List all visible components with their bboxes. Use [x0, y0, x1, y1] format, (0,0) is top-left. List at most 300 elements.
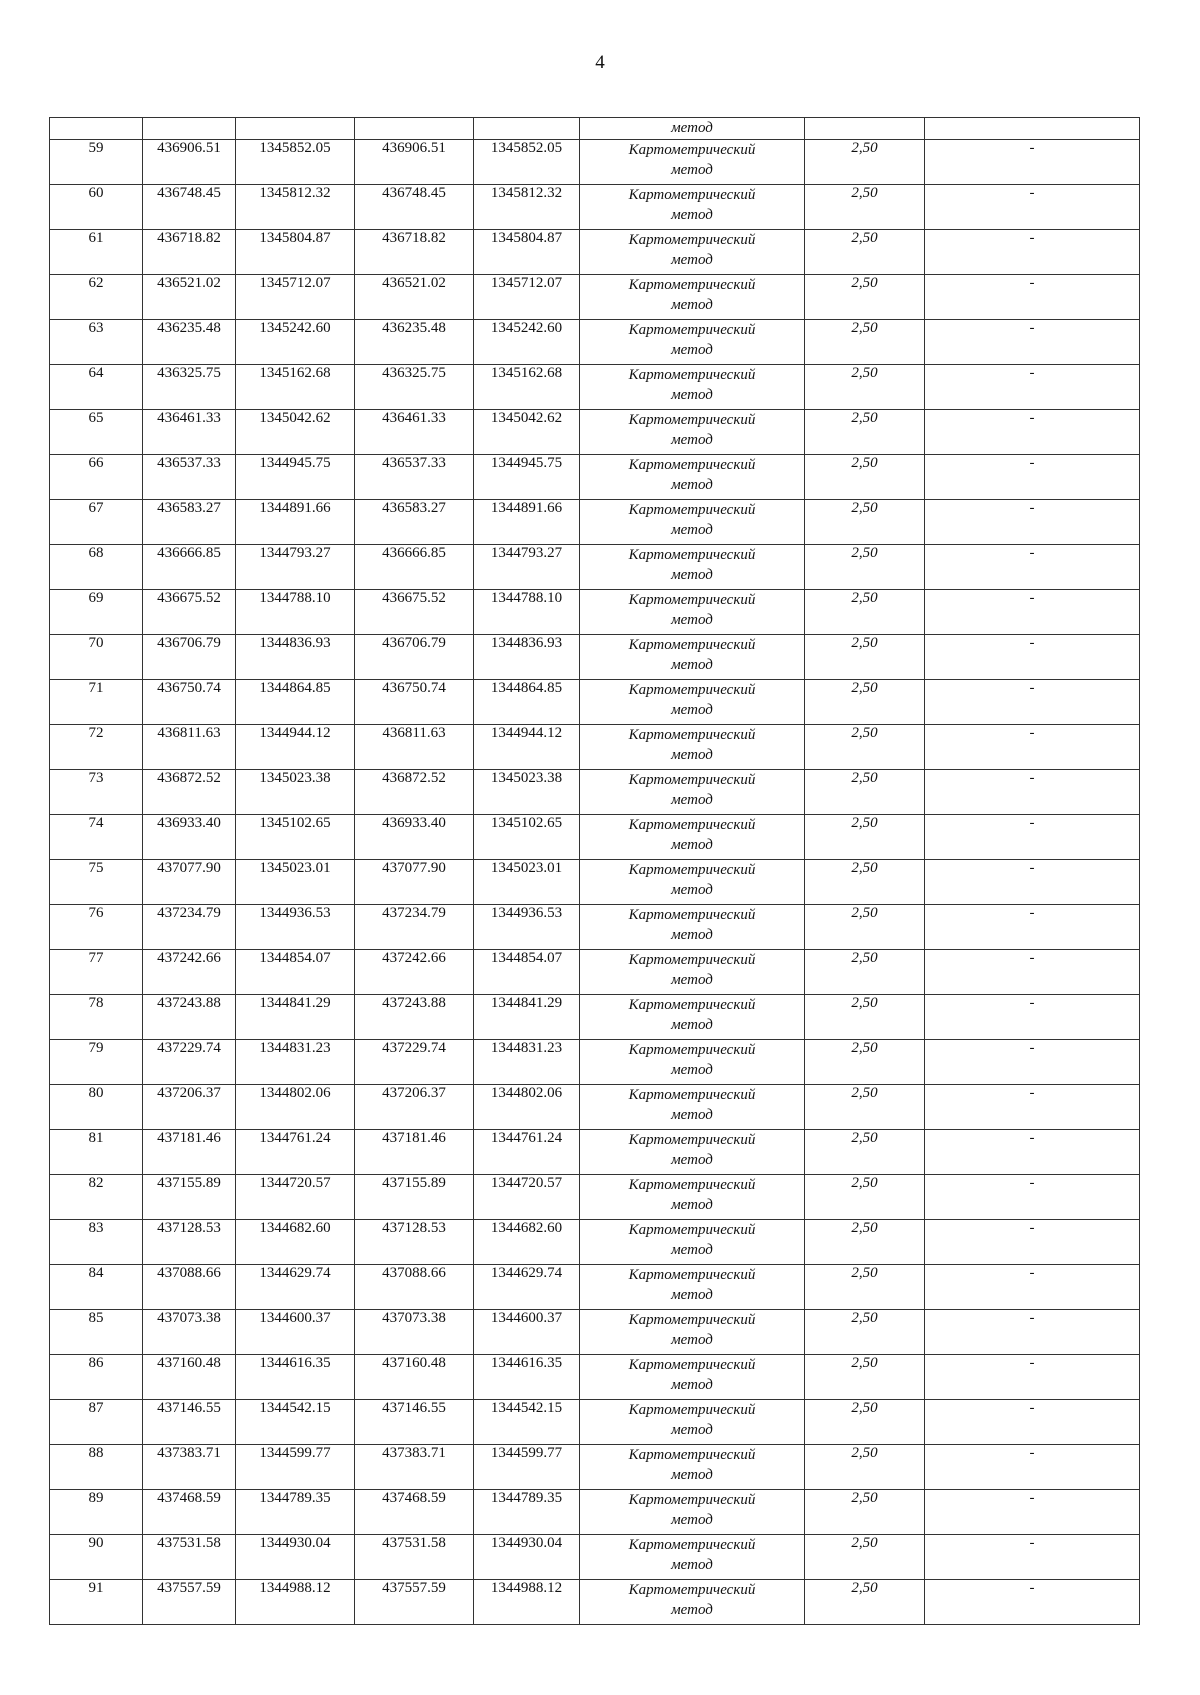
method-cell [580, 770, 805, 815]
method-line2: метод [671, 612, 713, 628]
point-number-cell: 66 [50, 455, 143, 500]
y-new-cell: 1344629.74 [474, 1265, 580, 1310]
x-new-cell: 437468.59 [355, 1490, 474, 1535]
method-line1: Картометрический [628, 637, 756, 653]
method-line1: Картометрический [628, 1537, 756, 1553]
method-cell [580, 320, 805, 365]
accuracy-cell: 2,50 [805, 905, 925, 950]
method-line2: метод [671, 432, 713, 448]
table-row [50, 905, 1140, 950]
point-number-cell: 87 [50, 1400, 143, 1445]
point-number-cell: 68 [50, 545, 143, 590]
x-existing-cell: 436537.33 [143, 455, 236, 500]
method-cell [580, 590, 805, 635]
table-row [50, 320, 1140, 365]
carryover-row [50, 118, 1140, 140]
method-cell [580, 455, 805, 500]
accuracy-cell: 2,50 [805, 1175, 925, 1220]
method-line1: Картометрический [628, 277, 756, 293]
table-row [50, 230, 1140, 275]
method-line2: метод [671, 342, 713, 358]
y-new-cell: 1344789.35 [474, 1490, 580, 1535]
accuracy-cell: 2,50 [805, 185, 925, 230]
carryover-cell [474, 118, 580, 140]
y-existing-cell: 1344836.93 [236, 635, 355, 680]
point-number-cell: 83 [50, 1220, 143, 1265]
description-cell: - [925, 500, 1140, 545]
description-cell: - [925, 1085, 1140, 1130]
y-new-cell: 1344930.04 [474, 1535, 580, 1580]
y-new-cell: 1344788.10 [474, 590, 580, 635]
method-line1: Картометрический [628, 142, 756, 158]
description-cell: - [925, 1490, 1140, 1535]
method-line2: метод [671, 1287, 713, 1303]
description-cell: - [925, 680, 1140, 725]
accuracy-cell: 2,50 [805, 815, 925, 860]
method-cell [580, 1400, 805, 1445]
method-line1: Картометрический [628, 1312, 756, 1328]
x-existing-cell: 436666.85 [143, 545, 236, 590]
x-new-cell: 437234.79 [355, 905, 474, 950]
x-new-cell: 437155.89 [355, 1175, 474, 1220]
point-number-cell: 85 [50, 1310, 143, 1355]
coordinates-table-body [50, 118, 1140, 1625]
x-existing-cell: 436675.52 [143, 590, 236, 635]
method-line1: Картометрический [628, 1132, 756, 1148]
accuracy-cell: 2,50 [805, 1355, 925, 1400]
point-number-cell: 61 [50, 230, 143, 275]
method-line1: Картометрический [628, 1492, 756, 1508]
y-new-cell: 1345852.05 [474, 140, 580, 185]
point-number-cell: 74 [50, 815, 143, 860]
y-existing-cell: 1344629.74 [236, 1265, 355, 1310]
method-line2: метод [671, 1422, 713, 1438]
accuracy-cell: 2,50 [805, 1535, 925, 1580]
accuracy-cell: 2,50 [805, 770, 925, 815]
method-cell [580, 1355, 805, 1400]
y-existing-cell: 1344831.23 [236, 1040, 355, 1085]
y-existing-cell: 1344793.27 [236, 545, 355, 590]
table-row [50, 1490, 1140, 1535]
y-existing-cell: 1344802.06 [236, 1085, 355, 1130]
method-cell [580, 815, 805, 860]
y-existing-cell: 1344988.12 [236, 1580, 355, 1625]
y-new-cell: 1344599.77 [474, 1445, 580, 1490]
accuracy-cell: 2,50 [805, 635, 925, 680]
x-new-cell: 437073.38 [355, 1310, 474, 1355]
x-existing-cell: 437242.66 [143, 950, 236, 995]
point-number-cell: 63 [50, 320, 143, 365]
method-cell [580, 860, 805, 905]
x-existing-cell: 436461.33 [143, 410, 236, 455]
method-line1: Картометрический [628, 1447, 756, 1463]
table-row [50, 680, 1140, 725]
y-new-cell: 1344831.23 [474, 1040, 580, 1085]
x-existing-cell: 437146.55 [143, 1400, 236, 1445]
x-existing-cell: 436235.48 [143, 320, 236, 365]
y-existing-cell: 1345162.68 [236, 365, 355, 410]
table-row [50, 1220, 1140, 1265]
x-new-cell: 436235.48 [355, 320, 474, 365]
y-existing-cell: 1344864.85 [236, 680, 355, 725]
x-new-cell: 437531.58 [355, 1535, 474, 1580]
description-cell: - [925, 1400, 1140, 1445]
y-existing-cell: 1344542.15 [236, 1400, 355, 1445]
table-row [50, 590, 1140, 635]
point-number-cell: 60 [50, 185, 143, 230]
method-line2: метод [671, 162, 713, 178]
method-line1: Картометрический [628, 727, 756, 743]
accuracy-cell: 2,50 [805, 410, 925, 455]
method-line2: метод [671, 1152, 713, 1168]
description-cell: - [925, 1310, 1140, 1355]
description-cell: - [925, 1580, 1140, 1625]
description-cell: - [925, 1265, 1140, 1310]
accuracy-cell: 2,50 [805, 1040, 925, 1085]
y-new-cell: 1344600.37 [474, 1310, 580, 1355]
y-existing-cell: 1345042.62 [236, 410, 355, 455]
y-new-cell: 1344682.60 [474, 1220, 580, 1265]
y-existing-cell: 1345023.01 [236, 860, 355, 905]
point-number-cell: 76 [50, 905, 143, 950]
accuracy-cell: 2,50 [805, 590, 925, 635]
accuracy-cell: 2,50 [805, 1265, 925, 1310]
method-cell [580, 635, 805, 680]
point-number-cell: 81 [50, 1130, 143, 1175]
y-new-cell: 1344936.53 [474, 905, 580, 950]
description-cell: - [925, 770, 1140, 815]
method-line2: метод [671, 1332, 713, 1348]
x-new-cell: 436748.45 [355, 185, 474, 230]
method-line1: Картометрический [628, 1042, 756, 1058]
accuracy-cell: 2,50 [805, 680, 925, 725]
description-cell: - [925, 545, 1140, 590]
y-new-cell: 1344841.29 [474, 995, 580, 1040]
method-line2: метод [671, 1557, 713, 1573]
coordinates-table [49, 117, 1140, 1625]
x-existing-cell: 436521.02 [143, 275, 236, 320]
method-cell [580, 1130, 805, 1175]
method-line1: Картометрический [628, 367, 756, 383]
description-cell: - [925, 1535, 1140, 1580]
method-cell [580, 1535, 805, 1580]
point-number-cell: 78 [50, 995, 143, 1040]
x-new-cell: 437229.74 [355, 1040, 474, 1085]
point-number-cell: 91 [50, 1580, 143, 1625]
method-cell [580, 410, 805, 455]
point-number-cell: 70 [50, 635, 143, 680]
point-number-cell: 64 [50, 365, 143, 410]
accuracy-cell: 2,50 [805, 1445, 925, 1490]
description-cell: - [925, 635, 1140, 680]
point-number-cell: 67 [50, 500, 143, 545]
description-cell: - [925, 1355, 1140, 1400]
x-existing-cell: 436583.27 [143, 500, 236, 545]
table-row [50, 1310, 1140, 1355]
description-cell: - [925, 320, 1140, 365]
method-line1: Картометрический [628, 1222, 756, 1238]
x-new-cell: 436906.51 [355, 140, 474, 185]
x-existing-cell: 437557.59 [143, 1580, 236, 1625]
method-line2: метод [671, 252, 713, 268]
table-row [50, 185, 1140, 230]
method-cell [580, 365, 805, 410]
x-existing-cell: 437468.59 [143, 1490, 236, 1535]
y-existing-cell: 1344891.66 [236, 500, 355, 545]
x-existing-cell: 437234.79 [143, 905, 236, 950]
table-row [50, 140, 1140, 185]
y-existing-cell: 1344789.35 [236, 1490, 355, 1535]
table-row [50, 995, 1140, 1040]
description-cell: - [925, 455, 1140, 500]
y-existing-cell: 1344945.75 [236, 455, 355, 500]
accuracy-cell: 2,50 [805, 365, 925, 410]
x-existing-cell: 437206.37 [143, 1085, 236, 1130]
x-existing-cell: 437128.53 [143, 1220, 236, 1265]
y-new-cell: 1344891.66 [474, 500, 580, 545]
method-line1: Картометрический [628, 682, 756, 698]
x-new-cell: 437206.37 [355, 1085, 474, 1130]
x-existing-cell: 436706.79 [143, 635, 236, 680]
method-line2: метод [671, 927, 713, 943]
carryover-cell [236, 118, 355, 140]
y-new-cell: 1344802.06 [474, 1085, 580, 1130]
x-existing-cell: 436325.75 [143, 365, 236, 410]
y-existing-cell: 1344599.77 [236, 1445, 355, 1490]
method-line1: Картометрический [628, 232, 756, 248]
table-row [50, 1130, 1140, 1175]
y-existing-cell: 1344600.37 [236, 1310, 355, 1355]
x-existing-cell: 436748.45 [143, 185, 236, 230]
point-number-cell: 69 [50, 590, 143, 635]
y-existing-cell: 1344841.29 [236, 995, 355, 1040]
y-new-cell: 1345023.38 [474, 770, 580, 815]
x-existing-cell: 436750.74 [143, 680, 236, 725]
description-cell: - [925, 860, 1140, 905]
method-line2: метод [671, 972, 713, 988]
method-cell [580, 1310, 805, 1355]
table-row [50, 1040, 1140, 1085]
accuracy-cell: 2,50 [805, 230, 925, 275]
accuracy-cell: 2,50 [805, 1400, 925, 1445]
method-line2: метод [671, 882, 713, 898]
x-existing-cell: 436718.82 [143, 230, 236, 275]
x-new-cell: 436718.82 [355, 230, 474, 275]
accuracy-cell: 2,50 [805, 545, 925, 590]
method-line1: Картометрический [628, 1267, 756, 1283]
point-number-cell: 79 [50, 1040, 143, 1085]
method-line1: Картометрический [628, 412, 756, 428]
point-number-cell: 89 [50, 1490, 143, 1535]
point-number-cell: 82 [50, 1175, 143, 1220]
accuracy-cell: 2,50 [805, 1085, 925, 1130]
y-new-cell: 1344793.27 [474, 545, 580, 590]
method-line1: Картометрический [628, 1357, 756, 1373]
method-cell [580, 950, 805, 995]
x-new-cell: 436750.74 [355, 680, 474, 725]
y-new-cell: 1345023.01 [474, 860, 580, 905]
x-new-cell: 436872.52 [355, 770, 474, 815]
table-row [50, 950, 1140, 995]
method-cell [580, 230, 805, 275]
x-existing-cell: 436906.51 [143, 140, 236, 185]
y-existing-cell: 1345242.60 [236, 320, 355, 365]
y-new-cell: 1344616.35 [474, 1355, 580, 1400]
x-existing-cell: 436933.40 [143, 815, 236, 860]
method-line2: метод [671, 1017, 713, 1033]
y-new-cell: 1344864.85 [474, 680, 580, 725]
method-line2: метод [671, 522, 713, 538]
carryover-cell [50, 118, 143, 140]
method-line1: Картометрический [628, 817, 756, 833]
description-cell: - [925, 410, 1140, 455]
y-new-cell: 1344836.93 [474, 635, 580, 680]
y-existing-cell: 1344682.60 [236, 1220, 355, 1265]
table-row [50, 410, 1140, 455]
y-new-cell: 1344944.12 [474, 725, 580, 770]
x-new-cell: 436666.85 [355, 545, 474, 590]
table-row [50, 1355, 1140, 1400]
point-number-cell: 90 [50, 1535, 143, 1580]
point-number-cell: 80 [50, 1085, 143, 1130]
description-cell: - [925, 905, 1140, 950]
description-cell: - [925, 1130, 1140, 1175]
point-number-cell: 65 [50, 410, 143, 455]
method-line1: Картометрический [628, 1402, 756, 1418]
method-cell [580, 140, 805, 185]
method-line2: метод [671, 477, 713, 493]
method-line2: метод [671, 702, 713, 718]
method-cell [580, 725, 805, 770]
method-line2: метод [671, 747, 713, 763]
accuracy-cell: 2,50 [805, 140, 925, 185]
method-cell [580, 1445, 805, 1490]
method-line1: Картометрический [628, 1177, 756, 1193]
y-new-cell: 1345102.65 [474, 815, 580, 860]
accuracy-cell: 2,50 [805, 1490, 925, 1535]
x-new-cell: 436811.63 [355, 725, 474, 770]
method-cell [580, 1175, 805, 1220]
y-new-cell: 1344542.15 [474, 1400, 580, 1445]
point-number-cell: 59 [50, 140, 143, 185]
y-existing-cell: 1345852.05 [236, 140, 355, 185]
x-existing-cell: 437088.66 [143, 1265, 236, 1310]
x-existing-cell: 436811.63 [143, 725, 236, 770]
accuracy-cell: 2,50 [805, 500, 925, 545]
x-new-cell: 437077.90 [355, 860, 474, 905]
table-row [50, 815, 1140, 860]
y-existing-cell: 1344854.07 [236, 950, 355, 995]
table-row [50, 725, 1140, 770]
x-new-cell: 436675.52 [355, 590, 474, 635]
table-row [50, 500, 1140, 545]
method-line2: метод [671, 792, 713, 808]
method-cell [580, 545, 805, 590]
x-new-cell: 436583.27 [355, 500, 474, 545]
x-new-cell: 437557.59 [355, 1580, 474, 1625]
description-cell: - [925, 995, 1140, 1040]
method-cell [580, 1265, 805, 1310]
method-line2: метод [671, 1062, 713, 1078]
method-line2: метод [671, 1467, 713, 1483]
accuracy-cell: 2,50 [805, 1130, 925, 1175]
x-new-cell: 436933.40 [355, 815, 474, 860]
accuracy-cell: 2,50 [805, 1220, 925, 1265]
method-cell [580, 1580, 805, 1625]
table-row [50, 770, 1140, 815]
description-cell: - [925, 365, 1140, 410]
x-new-cell: 437383.71 [355, 1445, 474, 1490]
x-new-cell: 437181.46 [355, 1130, 474, 1175]
method-line1: Картометрический [628, 772, 756, 788]
point-number-cell: 88 [50, 1445, 143, 1490]
description-cell: - [925, 1175, 1140, 1220]
y-existing-cell: 1344788.10 [236, 590, 355, 635]
carryover-cell [143, 118, 236, 140]
method-line1: Картометрический [628, 1087, 756, 1103]
x-new-cell: 436521.02 [355, 275, 474, 320]
y-existing-cell: 1344944.12 [236, 725, 355, 770]
point-number-cell: 72 [50, 725, 143, 770]
y-new-cell: 1345812.32 [474, 185, 580, 230]
description-cell: - [925, 1040, 1140, 1085]
method-line1: Картометрический [628, 862, 756, 878]
accuracy-cell: 2,50 [805, 1310, 925, 1355]
method-line2: метод [671, 1602, 713, 1618]
method-line2: метод [671, 837, 713, 853]
method-cell [580, 1490, 805, 1535]
x-new-cell: 437243.88 [355, 995, 474, 1040]
x-existing-cell: 437181.46 [143, 1130, 236, 1175]
x-new-cell: 436461.33 [355, 410, 474, 455]
y-new-cell: 1344988.12 [474, 1580, 580, 1625]
x-new-cell: 436706.79 [355, 635, 474, 680]
description-cell: - [925, 275, 1140, 320]
y-existing-cell: 1345712.07 [236, 275, 355, 320]
x-existing-cell: 437077.90 [143, 860, 236, 905]
method-cell [580, 1040, 805, 1085]
description-cell: - [925, 950, 1140, 995]
method-line2: метод [671, 1242, 713, 1258]
x-new-cell: 437160.48 [355, 1355, 474, 1400]
x-new-cell: 437146.55 [355, 1400, 474, 1445]
y-existing-cell: 1344761.24 [236, 1130, 355, 1175]
y-new-cell: 1345162.68 [474, 365, 580, 410]
table-row [50, 860, 1140, 905]
accuracy-cell: 2,50 [805, 995, 925, 1040]
point-number-cell: 62 [50, 275, 143, 320]
method-cell [580, 680, 805, 725]
method-line2: метод [671, 567, 713, 583]
table-row [50, 1580, 1140, 1625]
description-cell: - [925, 1220, 1140, 1265]
description-cell: - [925, 590, 1140, 635]
x-new-cell: 437088.66 [355, 1265, 474, 1310]
x-new-cell: 437242.66 [355, 950, 474, 995]
y-new-cell: 1345712.07 [474, 275, 580, 320]
point-number-cell: 75 [50, 860, 143, 905]
method-line1: Картометрический [628, 547, 756, 563]
method-line1: Картометрический [628, 322, 756, 338]
point-number-cell: 73 [50, 770, 143, 815]
description-cell: - [925, 185, 1140, 230]
y-existing-cell: 1345804.87 [236, 230, 355, 275]
table-row [50, 1085, 1140, 1130]
y-new-cell: 1344720.57 [474, 1175, 580, 1220]
table-row [50, 1175, 1140, 1220]
method-line2: метод [671, 1197, 713, 1213]
x-existing-cell: 436872.52 [143, 770, 236, 815]
